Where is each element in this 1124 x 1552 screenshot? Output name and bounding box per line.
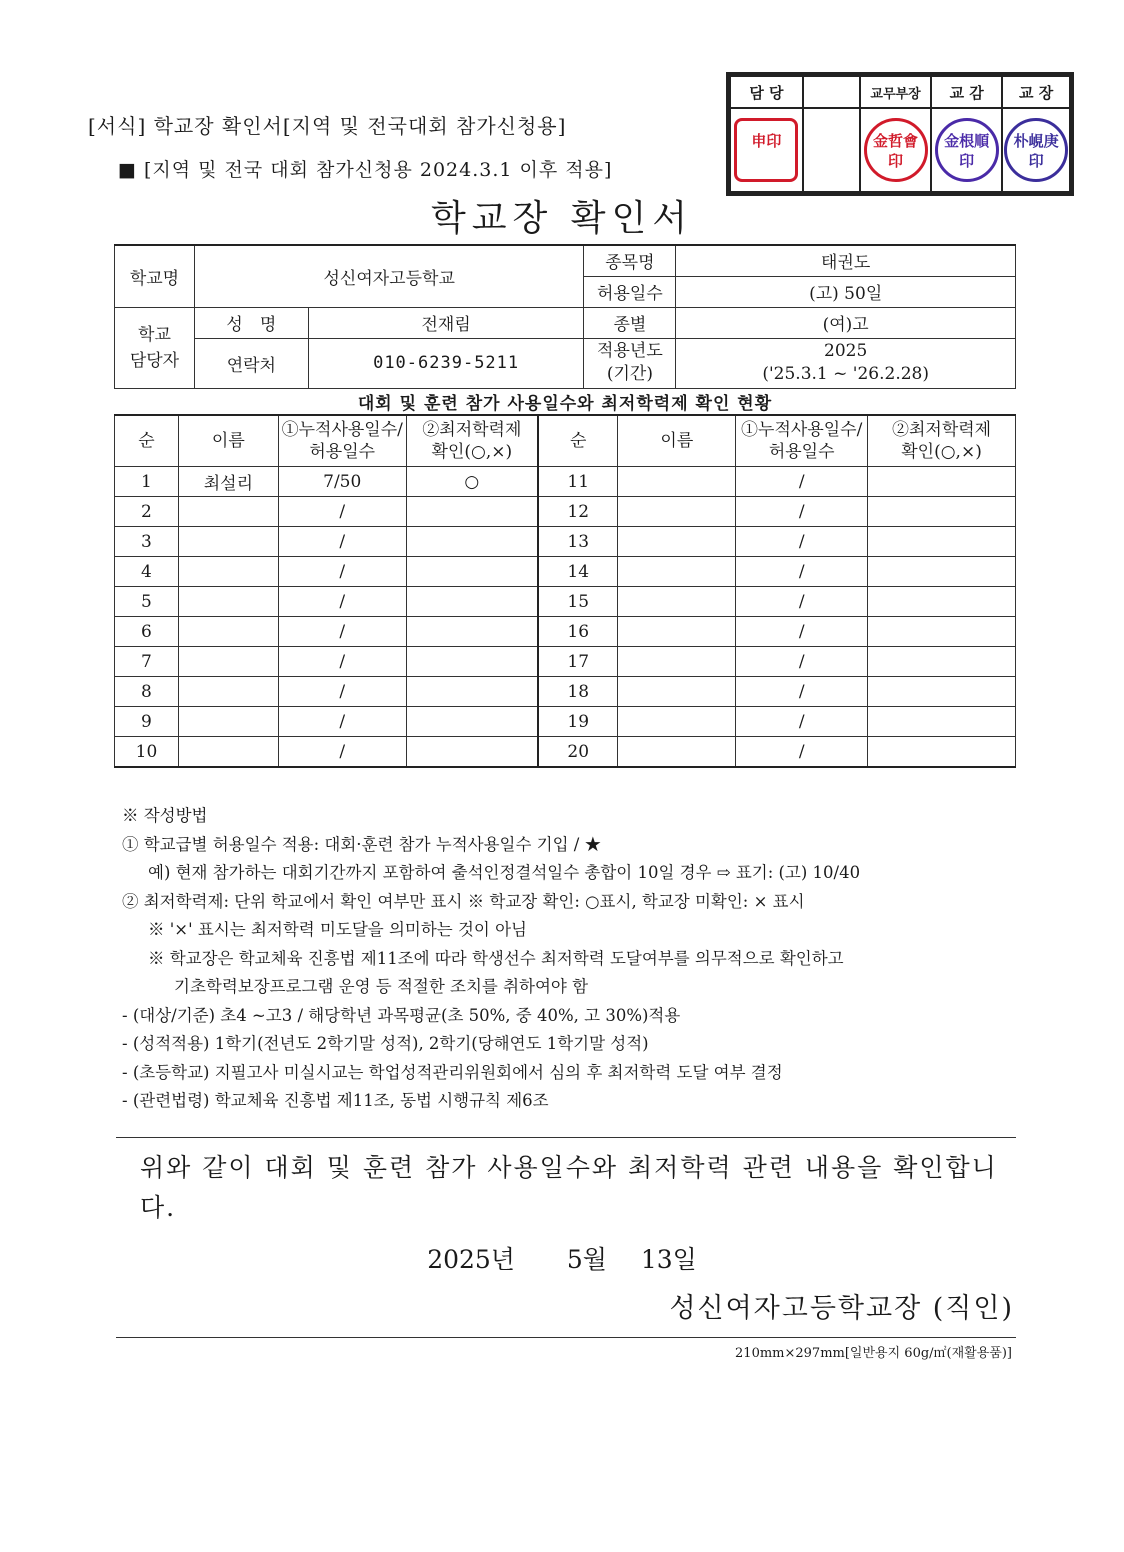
row-days: / xyxy=(278,737,406,768)
paper-spec: 210mm×297mm[일반용지 60g/㎡(재활용품)] xyxy=(735,1346,1012,1361)
row-no: 13 xyxy=(538,527,618,557)
row-check xyxy=(406,617,538,647)
row-days: / xyxy=(736,527,868,557)
divider xyxy=(116,1337,1016,1338)
row-name xyxy=(618,707,736,737)
row-name xyxy=(178,647,278,677)
date-day: 13일 xyxy=(640,1245,697,1274)
divider xyxy=(116,1137,1016,1138)
col-name: 이름 xyxy=(618,415,736,467)
row-name xyxy=(178,587,278,617)
row-no: 10 xyxy=(115,737,179,768)
row-days: / xyxy=(736,557,868,587)
row-no: 12 xyxy=(538,497,618,527)
row-name xyxy=(178,527,278,557)
note-line: ※ 작성방법 xyxy=(122,806,208,825)
row-check xyxy=(406,557,538,587)
table-row xyxy=(115,527,1016,557)
gender-label: 종별 xyxy=(584,307,676,338)
row-days: / xyxy=(736,677,868,707)
col-no: 순 xyxy=(538,415,618,467)
seal-stamp: 金根順印 xyxy=(935,118,999,182)
row-days: / xyxy=(278,527,406,557)
date-month: 5월 xyxy=(566,1245,607,1274)
name-value: 전재림 xyxy=(308,307,584,338)
row-name: 최설리 xyxy=(178,467,278,497)
row-check xyxy=(868,617,1016,647)
confirm-text: 위와 같이 대회 및 훈련 참가 사용일수와 최저학력 관련 내용을 확인합니다. xyxy=(140,1153,998,1222)
table-row xyxy=(115,557,1016,587)
row-no: 11 xyxy=(538,467,618,497)
gender-value: (여)고 xyxy=(676,307,1016,338)
row-name xyxy=(618,497,736,527)
row-no: 3 xyxy=(115,527,179,557)
period-value: ('25.3.1 ~ '26.2.28) xyxy=(762,364,929,384)
row-check xyxy=(868,647,1016,677)
signer: 성신여자고등학교장 (직인) xyxy=(669,1293,1014,1324)
approval-header: 교 감 xyxy=(931,76,1002,108)
row-check xyxy=(406,587,538,617)
row-check xyxy=(868,497,1016,527)
note-line: ② 최저학력제: 단위 학교에서 확인 여부만 표시 ※ 학교장 확인: ○표시, 학교장 미확인: × 표시 xyxy=(122,891,805,911)
row-no: 5 xyxy=(115,587,179,617)
approval-header: 교무부장 xyxy=(860,76,931,108)
note-line: - (관련법령) 학교체육 진흥법 제11조, 동법 시행규칙 제6조 xyxy=(122,1091,549,1110)
row-no: 16 xyxy=(538,617,618,647)
note-line: - (성적적용) 1학기(전년도 2학기말 성적), 2학기(당해연도 1학기말 성적) xyxy=(122,1034,649,1053)
row-days: / xyxy=(278,677,406,707)
row-name xyxy=(618,527,736,557)
seal-stamp: 申印 xyxy=(734,118,798,182)
row-name xyxy=(618,647,736,677)
col-days: ①누적사용일수/ 허용일수 xyxy=(736,415,868,467)
row-days: / xyxy=(736,617,868,647)
row-no: 14 xyxy=(538,557,618,587)
row-days: 7/50 xyxy=(278,467,406,497)
year-value: 2025 xyxy=(824,341,868,361)
approval-seal-cell xyxy=(931,108,1002,192)
year-cell xyxy=(676,338,1016,388)
row-days: / xyxy=(736,587,868,617)
row-no: 20 xyxy=(538,737,618,768)
row-days: / xyxy=(278,707,406,737)
note-line: ① 학교급별 허용일수 적용: 대회·훈련 참가 누적사용일수 기입 / ★ xyxy=(122,834,602,854)
table-row xyxy=(115,497,1016,527)
row-check xyxy=(406,677,538,707)
school-label: 학교명 xyxy=(115,245,195,307)
row-check: ○ xyxy=(406,467,538,497)
name-label: 성 명 xyxy=(194,307,308,338)
col-days: ①누적사용일수/ 허용일수 xyxy=(278,415,406,467)
col-name: 이름 xyxy=(178,415,278,467)
row-no: 15 xyxy=(538,587,618,617)
notes-section xyxy=(122,802,1022,1116)
table-row xyxy=(115,617,1016,647)
issue-date xyxy=(0,1240,1124,1276)
row-check xyxy=(868,707,1016,737)
row-days: / xyxy=(278,557,406,587)
contact-label: 연락처 xyxy=(194,338,308,388)
seal-stamp: 朴峴庚印 xyxy=(1004,118,1068,182)
form-sub-label: ■ [지역 및 전국 대회 참가신청용 2024.3.1 이후 적용] xyxy=(118,159,613,181)
row-days: / xyxy=(736,737,868,768)
row-check xyxy=(868,527,1016,557)
row-name xyxy=(618,677,736,707)
table-row xyxy=(115,587,1016,617)
row-no: 1 xyxy=(115,467,179,497)
col-check: ②최저학력제 확인(○,×) xyxy=(406,415,538,467)
row-name xyxy=(618,467,736,497)
row-no: 2 xyxy=(115,497,179,527)
row-days: / xyxy=(278,647,406,677)
row-name xyxy=(178,737,278,768)
approval-header: 담 당 xyxy=(730,76,803,108)
row-name xyxy=(178,617,278,647)
sport-label: 종목명 xyxy=(584,245,676,276)
section-title: 대회 및 훈련 참가 사용일수와 최저학력제 확인 현황 xyxy=(357,394,773,414)
row-no: 4 xyxy=(115,557,179,587)
row-days: / xyxy=(278,617,406,647)
approval-seal-cell xyxy=(803,108,860,192)
roster-table xyxy=(114,414,1016,768)
row-days: / xyxy=(278,497,406,527)
allowed-label: 허용일수 xyxy=(584,276,676,307)
row-name xyxy=(178,707,278,737)
row-name xyxy=(178,557,278,587)
row-no: 6 xyxy=(115,617,179,647)
col-no: 순 xyxy=(115,415,179,467)
row-no: 8 xyxy=(115,677,179,707)
approval-box xyxy=(726,72,1074,196)
row-no: 7 xyxy=(115,647,179,677)
row-no: 19 xyxy=(538,707,618,737)
info-table xyxy=(114,244,1016,389)
row-days: / xyxy=(736,707,868,737)
school-value: 성신여자고등학교 xyxy=(194,245,584,307)
row-name xyxy=(178,497,278,527)
row-name xyxy=(178,677,278,707)
row-name xyxy=(618,557,736,587)
contact-value: 010-6239-5211 xyxy=(308,338,584,388)
row-days: / xyxy=(736,467,868,497)
allowed-value: (고) 50일 xyxy=(676,276,1016,307)
approval-seals xyxy=(730,108,1070,192)
row-days: / xyxy=(278,587,406,617)
row-name xyxy=(618,617,736,647)
roster-header-row xyxy=(115,415,1016,467)
table-row xyxy=(115,707,1016,737)
row-check xyxy=(868,557,1016,587)
note-line: 예) 현재 참가하는 대회기간까지 포함하여 출석인정결석일수 총합이 10일 경우 ⇨ 표기: (고) 10/40 xyxy=(148,863,861,882)
note-line: - (초등학교) 지필고사 미실시교는 학업성적관리위원회에서 심의 후 최저학력 도달 여부 결정 xyxy=(122,1062,783,1082)
year-label: 적용년도 (기간) xyxy=(584,338,676,388)
row-check xyxy=(868,677,1016,707)
approval-seal-cell xyxy=(860,108,931,192)
note-line: 기초학력보장프로그램 운영 등 적절한 조치를 취하여야 함 xyxy=(174,977,589,996)
page-title: 학교장 확인서 xyxy=(430,198,694,239)
approval-header xyxy=(803,76,860,108)
table-row xyxy=(115,737,1016,768)
approval-headers xyxy=(730,76,1070,108)
approval-header: 교 장 xyxy=(1002,76,1070,108)
note-line: - (대상/기준) 초4 ~고3 / 해당학년 과목평균(초 50%, 중 40%, 고 30%)적용 xyxy=(122,1005,681,1025)
col-check: ②최저학력제 확인(○,×) xyxy=(868,415,1016,467)
note-line: ※ '×' 표시는 최저학력 미도달을 의미하는 것이 아님 xyxy=(148,920,527,939)
row-no: 17 xyxy=(538,647,618,677)
row-no: 9 xyxy=(115,707,179,737)
row-check xyxy=(868,587,1016,617)
row-check xyxy=(406,497,538,527)
form-label: [서식] 학교장 확인서[지역 및 전국대회 참가신청용] xyxy=(88,114,567,138)
sport-value: 태권도 xyxy=(676,245,1016,276)
row-check xyxy=(406,707,538,737)
table-row xyxy=(115,677,1016,707)
row-days: / xyxy=(736,647,868,677)
row-check xyxy=(406,647,538,677)
note-line: ※ 학교장은 학교체육 진흥법 제11조에 따라 학생선수 최저학력 도달여부를 의무적으로 확인하고 xyxy=(148,948,844,968)
row-name xyxy=(618,737,736,768)
table-row xyxy=(115,647,1016,677)
row-days: / xyxy=(736,497,868,527)
manager-label: 학교 담당자 xyxy=(115,307,195,388)
row-check xyxy=(868,467,1016,497)
row-check xyxy=(406,737,538,768)
seal-stamp: 金哲會印 xyxy=(864,118,928,182)
approval-seal-cell xyxy=(1002,108,1070,192)
row-name xyxy=(618,587,736,617)
approval-seal-cell xyxy=(730,108,803,192)
date-year: 2025년 xyxy=(427,1245,515,1274)
table-row xyxy=(115,467,1016,497)
row-no: 18 xyxy=(538,677,618,707)
row-check xyxy=(406,527,538,557)
row-check xyxy=(868,737,1016,768)
